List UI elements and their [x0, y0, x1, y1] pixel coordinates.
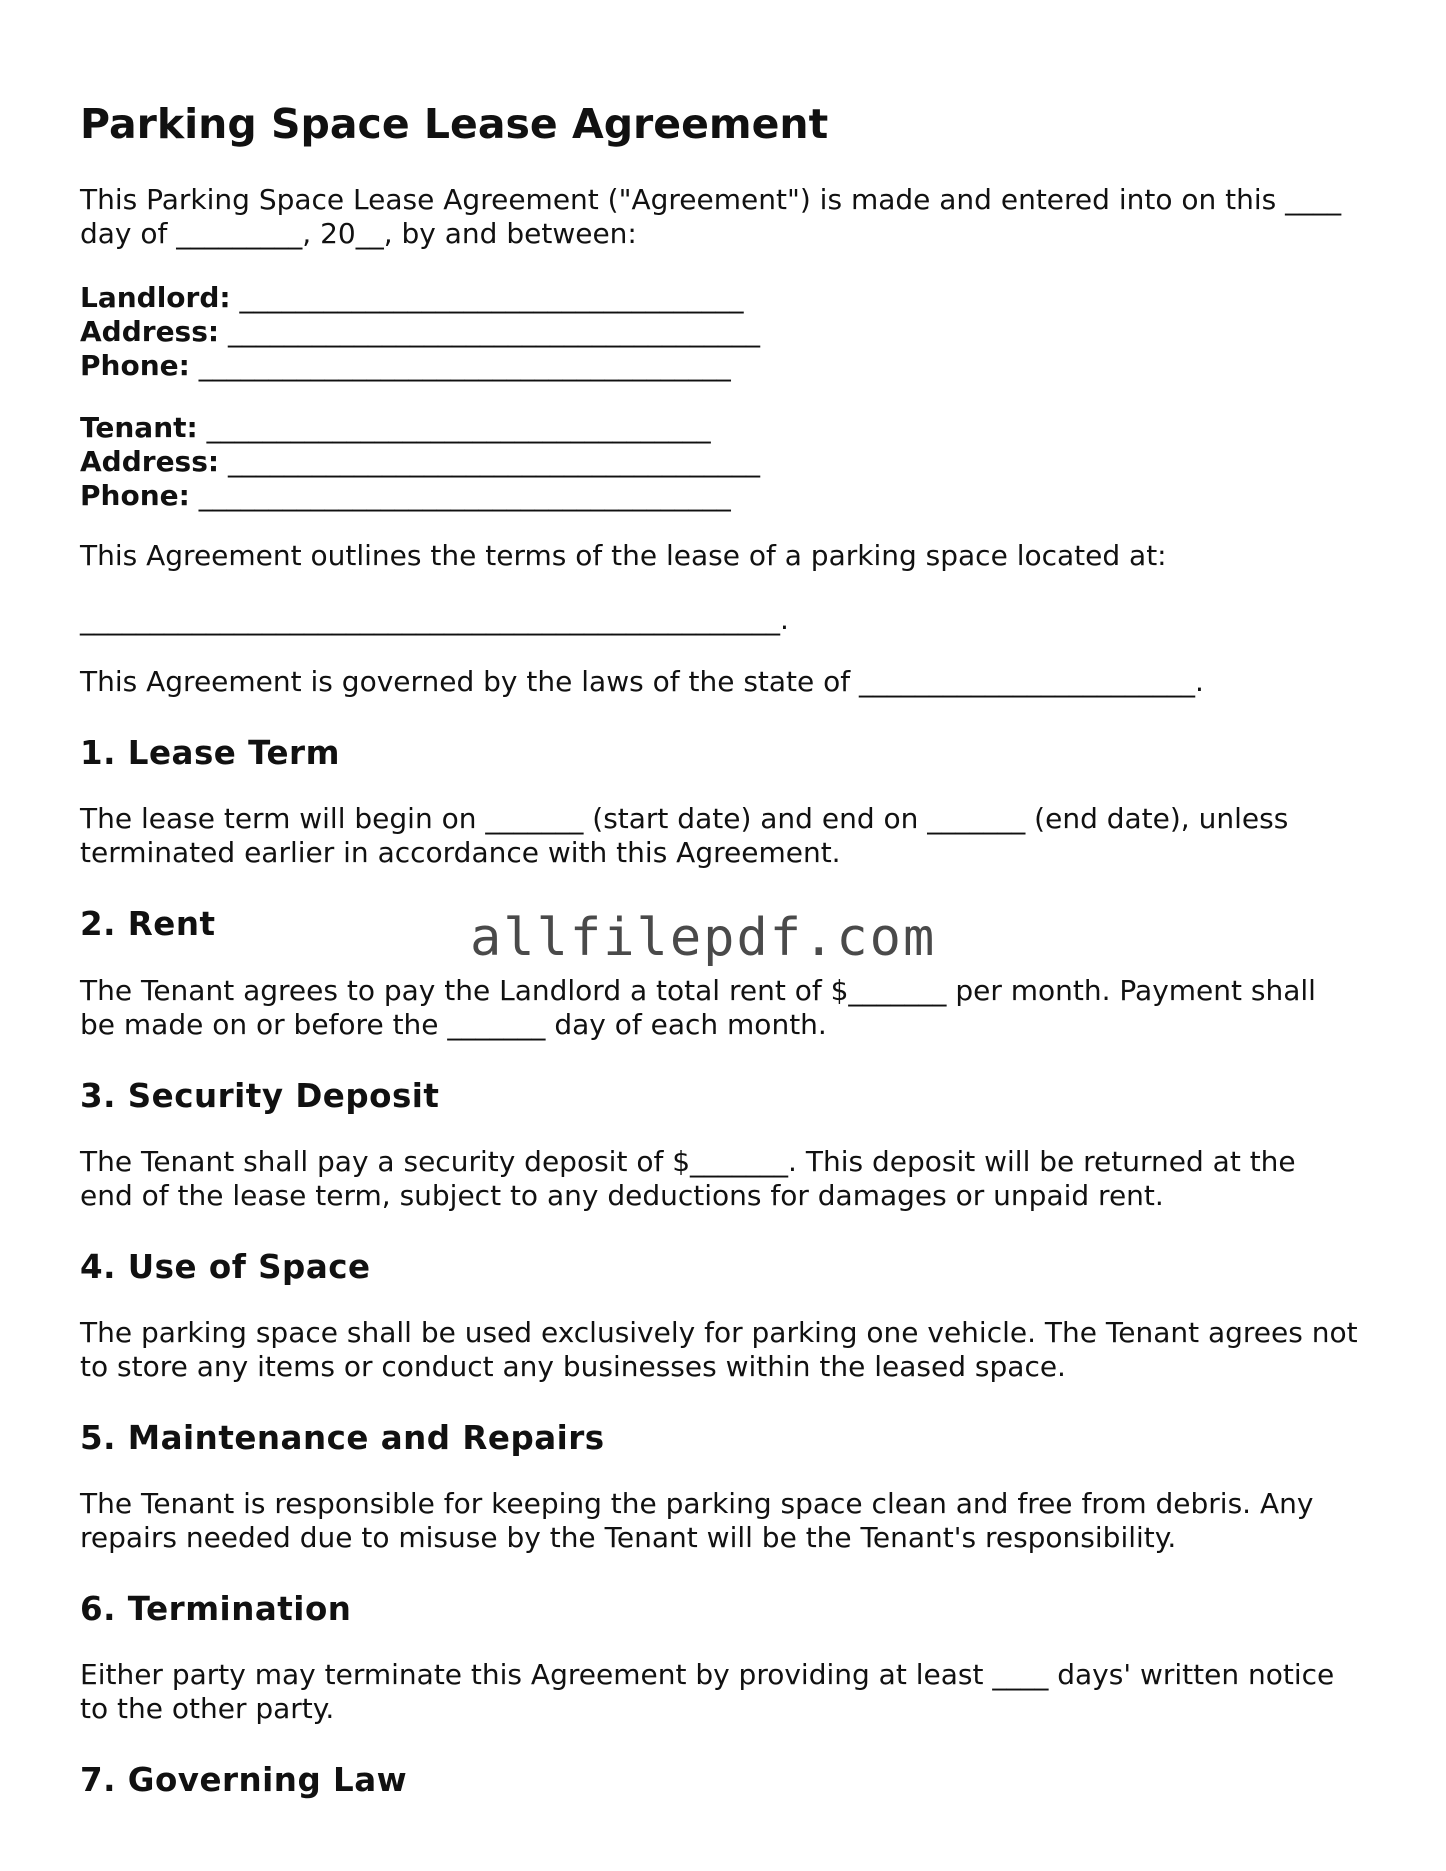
section-heading-termination: 6. Termination: [80, 1590, 352, 1628]
tenant-address-label: Address:: [80, 445, 220, 478]
landlord-phone-blank[interactable]: ______________________________________: [198, 349, 731, 382]
watermark-text: allfilepdf.com: [470, 908, 937, 968]
landlord-address-blank[interactable]: ______________________________________: [228, 315, 760, 348]
governing-state-text: This Agreement is governed by the laws of the state of ________________________.: [80, 665, 1204, 698]
section-line: The Tenant shall pay a security deposit of $_______. This deposit will be returned at the: [80, 1145, 1296, 1178]
landlord-name-field[interactable]: [80, 281, 744, 315]
section-body-rent: [80, 974, 1380, 1042]
section-line: be made on or before the _______ day of each month.: [80, 1008, 827, 1041]
location-blank-line[interactable]: [80, 603, 1380, 637]
document-title: Parking Space Lease Agreement: [80, 100, 829, 148]
tenant-phone-field[interactable]: [80, 479, 731, 513]
section-body-termination: [80, 1658, 1380, 1726]
intro-paragraph: [80, 183, 1380, 251]
tenant-name-label: Tenant:: [80, 411, 198, 444]
tenant-address-blank[interactable]: ______________________________________: [228, 445, 760, 478]
governing-state-paragraph: [80, 665, 1380, 699]
section-line: to store any items or conduct any businesses within the leased space.: [80, 1350, 1066, 1383]
intro-line-1: This Parking Space Lease Agreement ("Agreement") is made and entered into on this ____: [80, 183, 1342, 216]
section-line: to the other party.: [80, 1692, 335, 1725]
section-line: The lease term will begin on _______ (start date) and end on _______ (end date), unless: [80, 802, 1289, 835]
section-line: Either party may terminate this Agreement by providing at least ____ days' written notice: [80, 1658, 1335, 1691]
section-body-security-deposit: [80, 1145, 1380, 1213]
tenant-phone-label: Phone:: [80, 479, 190, 512]
tenant-address-field[interactable]: [80, 445, 760, 479]
location-blank[interactable]: __________________________________________________.: [80, 603, 789, 636]
section-heading-security-deposit: 3. Security Deposit: [80, 1077, 440, 1115]
section-heading-rent: 2. Rent: [80, 905, 216, 943]
section-heading-lease-term: 1. Lease Term: [80, 734, 340, 772]
section-body-lease-term: [80, 802, 1380, 870]
landlord-address-field[interactable]: [80, 315, 760, 349]
tenant-phone-blank[interactable]: ______________________________________: [198, 479, 731, 512]
landlord-phone-label: Phone:: [80, 349, 190, 382]
intro-line-2: day of _________, 20__, by and between:: [80, 217, 637, 250]
section-heading-maintenance: 5. Maintenance and Repairs: [80, 1419, 605, 1457]
section-heading-governing-law: 7. Governing Law: [80, 1761, 408, 1799]
section-line: The Tenant is responsible for keeping the parking space clean and free from debris. Any: [80, 1487, 1314, 1520]
landlord-name-blank[interactable]: ____________________________________: [239, 281, 744, 314]
section-line: repairs needed due to misuse by the Tenant will be the Tenant's responsibility.: [80, 1521, 1177, 1554]
landlord-address-label: Address:: [80, 315, 220, 348]
tenant-name-blank[interactable]: ____________________________________: [206, 411, 711, 444]
location-paragraph: [80, 539, 1380, 573]
section-line: end of the lease term, subject to any deductions for damages or unpaid rent.: [80, 1179, 1164, 1212]
section-line: terminated earlier in accordance with this Agreement.: [80, 836, 841, 869]
landlord-name-label: Landlord:: [80, 281, 231, 314]
landlord-phone-field[interactable]: [80, 349, 731, 383]
tenant-name-field[interactable]: [80, 411, 711, 445]
section-heading-use-of-space: 4. Use of Space: [80, 1248, 371, 1286]
location-text: This Agreement outlines the terms of the lease of a parking space located at:: [80, 539, 1167, 572]
section-line: The Tenant agrees to pay the Landlord a total rent of $_______ per month. Payment shall: [80, 974, 1316, 1007]
section-body-maintenance: [80, 1487, 1380, 1555]
section-body-use-of-space: [80, 1316, 1380, 1384]
section-line: The parking space shall be used exclusively for parking one vehicle. The Tenant agrees not: [80, 1316, 1358, 1349]
